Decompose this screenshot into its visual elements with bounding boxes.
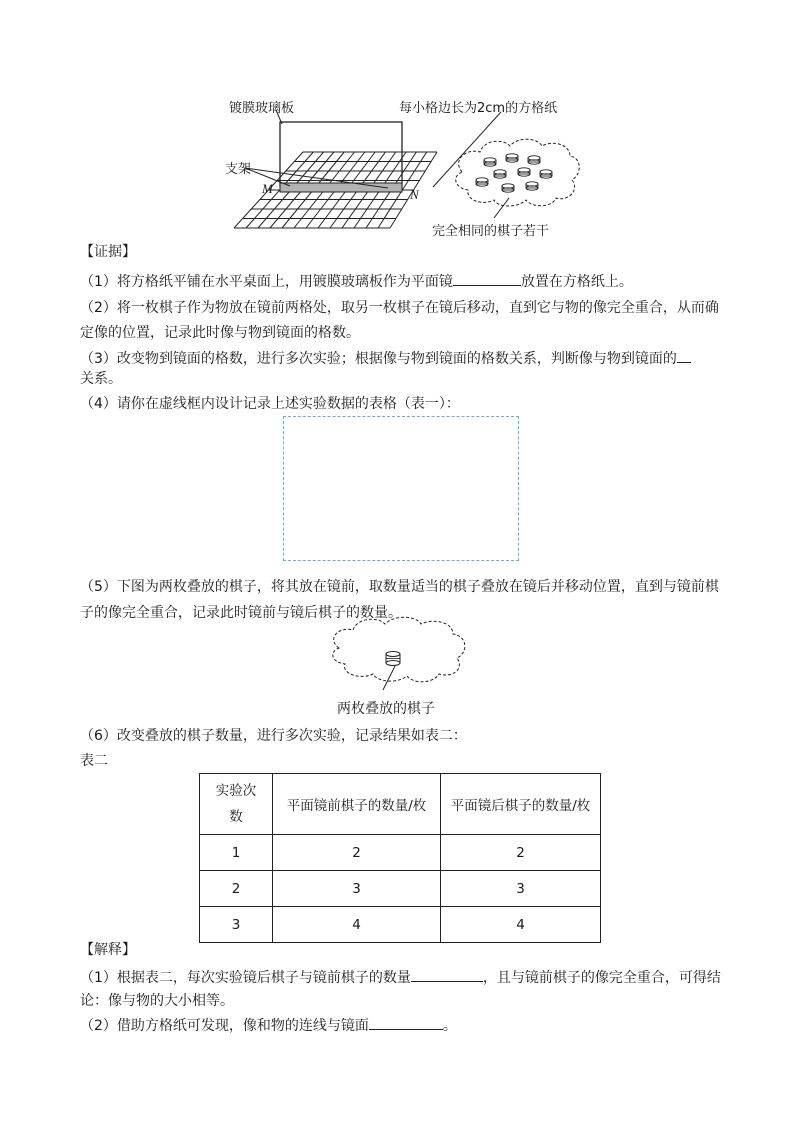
chess-pieces-label: 完全相同的棋子若干: [432, 224, 550, 239]
header-trial-number: [200, 774, 273, 835]
evidence-step-4: （4）请你在虚线框内设计记录上述实验数据的表格（表一）：: [80, 396, 460, 412]
explanation-2: [80, 1015, 457, 1036]
cell-trial: 1: [200, 835, 273, 871]
stacked-chess-pieces-icon: [386, 652, 400, 666]
explanation-heading: 【解释】: [80, 942, 136, 958]
table-row: [200, 835, 601, 871]
table-2: [199, 773, 601, 943]
evidence-step-5-line-1: （5）下图为两枚叠放的棋子，将其放在镜前，取数量适当的棋子叠放在镜后并移动位置，直到与镜前棋: [80, 579, 719, 595]
table-2-title: 表二: [80, 753, 108, 769]
explanation-1-line-2: 论：像与物的大小相等。: [80, 993, 234, 1009]
explanation-1-text-b: ，且与镜前棋子的像完全重合，可得结: [482, 970, 721, 986]
cell-back: 3: [441, 871, 601, 907]
evidence-step-2-line-1: （2）将一枚棋子作为物放在镜前两格处，取另一枚棋子在镜后移动，直到它与物的像完全重合，从而确: [80, 300, 719, 316]
explanation-1-line-1: [80, 967, 721, 988]
cell-front: 2: [273, 835, 441, 871]
evidence-step-3-line-2: 关系。: [80, 371, 122, 387]
stand-label: 支架: [225, 162, 252, 177]
cell-front: 4: [273, 907, 441, 943]
cell-back: 4: [441, 907, 601, 943]
grid-paper-label: 每小格边长为2cm的方格纸: [399, 101, 558, 116]
answer-blank-4[interactable]: [369, 1015, 443, 1030]
answer-blank-2[interactable]: [677, 348, 691, 363]
step-1-text-b: 放置在方格纸上。: [520, 274, 633, 290]
evidence-step-2-line-2: 定像的位置，记录此时像与物到镜面的格数。: [80, 325, 360, 341]
header-front-count: 平面镜前棋子的数量/枚: [273, 774, 441, 835]
stacked-pieces-cloud: [333, 617, 465, 682]
table-header-row: [200, 774, 601, 835]
evidence-step-5-line-2: 子的像完全重合，记录此时镜前与镜后棋子的数量。: [80, 605, 402, 621]
explanation-1-text-a: （1）根据表二，每次实验镜后棋子与镜前棋子的数量: [80, 970, 411, 986]
cell-trial: 2: [200, 871, 273, 907]
answer-blank-3[interactable]: [411, 967, 483, 982]
answer-blank-1[interactable]: [453, 271, 521, 286]
glass-plate-label: 镀膜玻璃板: [229, 101, 295, 116]
cell-front: 3: [273, 871, 441, 907]
point-n-label: N: [410, 187, 419, 202]
pieces-cloud: [456, 139, 580, 206]
evidence-heading: 【证据】: [80, 244, 136, 260]
explanation-2-text-b: 。: [442, 1018, 457, 1034]
step-1-text-a: （1）将方格纸平铺在水平桌面上，用镀膜玻璃板作为平面镜: [80, 274, 453, 290]
table-1-design-box[interactable]: [283, 416, 519, 561]
table-row: [200, 871, 601, 907]
cell-back: 2: [441, 835, 601, 871]
evidence-step-3-line-1: [80, 348, 691, 369]
point-m-label: M: [262, 181, 273, 196]
explanation-2-text-a: （2）借助方格纸可发现，像和物的连线与镜面: [80, 1018, 369, 1034]
stacked-pieces-figure: [325, 612, 475, 702]
evidence-step-6: （6）改变叠放的棋子数量，进行多次实验，记录结果如表二：: [80, 728, 467, 744]
evidence-step-1: [80, 271, 633, 292]
stacked-pieces-label: 两枚叠放的棋子: [337, 701, 435, 717]
header-back-count: 平面镜后棋子的数量/枚: [441, 774, 601, 835]
header-trial-line-1: 实验次: [215, 783, 257, 799]
step-3-text-a: （3）改变物到镜面的格数，进行多次实验；根据像与物到镜面的格数关系，判断像与物到镜面的: [80, 351, 677, 367]
header-trial-line-2: 数: [229, 809, 243, 825]
table-row: [200, 907, 601, 943]
cell-trial: 3: [200, 907, 273, 943]
